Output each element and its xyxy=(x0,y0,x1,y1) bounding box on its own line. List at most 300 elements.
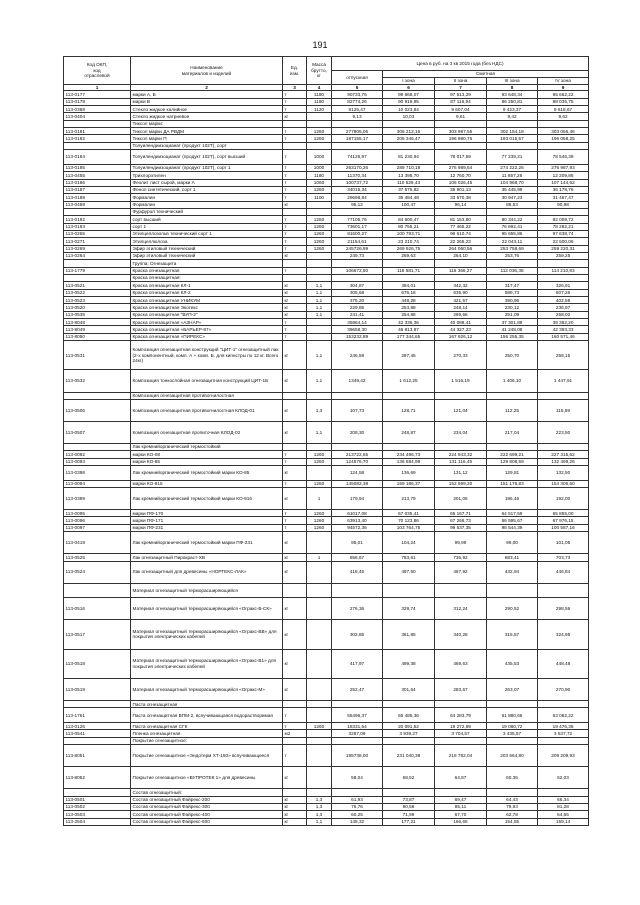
row-mass: 1,1 xyxy=(307,341,332,370)
row-zone-1-price: 136,69 xyxy=(383,466,435,481)
row-zone-2-price: 67,70 xyxy=(435,811,487,818)
row-zone-1-price: 10,03 xyxy=(383,113,435,120)
row-release-price: 1349,42 xyxy=(332,370,383,392)
row-mass xyxy=(307,679,332,701)
row-name: Покрытие огнезащитное: xyxy=(131,737,283,744)
row-unit: т xyxy=(283,723,307,730)
table-row xyxy=(64,216,589,223)
row-release-price xyxy=(332,583,383,598)
row-mass: 1180 xyxy=(307,98,332,105)
row-release-price: 417,97 xyxy=(332,649,383,678)
table-row xyxy=(64,223,589,230)
row-zone-4-price xyxy=(538,789,589,796)
row-zone-2-price xyxy=(435,583,487,598)
row-name: сорт высший xyxy=(131,216,283,223)
row-unit: т xyxy=(283,223,307,230)
row-release-price: 73601,17 xyxy=(332,223,383,230)
row-unit: т xyxy=(283,230,307,237)
row-zone-3-price: 93 648,34 xyxy=(487,91,538,98)
row-zone-4-price xyxy=(538,275,589,282)
row-release-price: 77105,76 xyxy=(332,216,383,223)
row-code: 113-0518 xyxy=(64,649,131,678)
row-zone-4-price: 114 210,83 xyxy=(538,267,589,274)
row-zone-2-price: 264,10 xyxy=(435,252,487,259)
row-zone-1-price: 90 919,95 xyxy=(383,98,435,105)
row-zone-4-price: 64,65 xyxy=(538,811,589,818)
row-zone-3-price xyxy=(487,120,538,127)
row-zone-4-price: 132 499,26 xyxy=(538,458,589,465)
column-number: 2 xyxy=(131,85,283,91)
row-zone-2-price: 44 327,23 xyxy=(435,326,487,333)
row-code: 113-0523 xyxy=(64,297,131,304)
row-release-price: 213722,65 xyxy=(332,451,383,458)
row-mass: 1060 xyxy=(307,179,332,186)
table-row xyxy=(64,333,589,340)
row-zone-1-price: 3 939,27 xyxy=(383,730,435,737)
row-mass: 1180 xyxy=(307,91,332,98)
table-row xyxy=(64,120,589,127)
row-zone-4-price: 82 009,72 xyxy=(538,216,589,223)
row-code: 113-0097 xyxy=(64,524,131,531)
row-name: марки ПФ-171 xyxy=(131,517,283,524)
row-release-price: 95,12 xyxy=(332,201,383,208)
row-unit: кг xyxy=(283,679,307,701)
row-unit: т xyxy=(283,186,307,193)
row-release-price: 61017,08 xyxy=(332,510,383,517)
row-release-price: 195738,00 xyxy=(332,745,383,767)
row-unit: кг xyxy=(283,282,307,289)
row-zone-3-price: 129 808,59 xyxy=(487,458,538,465)
table-row xyxy=(64,289,589,296)
row-unit xyxy=(283,737,307,744)
row-zone-1-price: 37 575,82 xyxy=(383,186,435,193)
row-name: Материал огнезащитный терморасширяющийся «Огракс-В1» для покрытия электрических кабелей xyxy=(131,649,283,678)
row-release-price: 58,04 xyxy=(332,767,383,789)
row-zone-3-price: 589,73 xyxy=(487,289,538,296)
column-number: 6 xyxy=(383,85,435,91)
row-code: 113-0516 xyxy=(64,598,131,620)
row-mass: 1,3 xyxy=(307,803,332,810)
row-zone-1-price: 448,28 xyxy=(383,297,435,304)
header-mass: Масса брутто, кг xyxy=(307,57,332,85)
row-code: 113-0181 xyxy=(64,128,131,135)
row-code: 113-0096 xyxy=(64,517,131,524)
row-zone-2-price: 116 366,27 xyxy=(435,267,487,274)
row-release-price: 263170,26 xyxy=(332,164,383,171)
row-name: Материал огнезащитный терморасширяющийся «Огракс-ВВ» для покрытия электрических кабелей xyxy=(131,620,283,649)
row-zone-4-price: 132,50 xyxy=(538,466,589,481)
row-code: 113-0193 xyxy=(64,223,131,230)
table-row xyxy=(64,186,589,193)
table-row xyxy=(64,451,589,458)
row-unit: м2 xyxy=(283,730,307,737)
table-row xyxy=(64,201,589,208)
row-zone-1-price: 231 040,38 xyxy=(383,745,435,767)
row-zone-4-price: 66,34 xyxy=(538,796,589,803)
row-zone-2-price: 218 782,04 xyxy=(435,745,487,767)
row-zone-2-price: 276 989,64 xyxy=(435,164,487,171)
row-name: Покрытие огнезащитное «ВУПРОТЕК 1» для древесины xyxy=(131,767,283,789)
row-zone-2-price xyxy=(435,142,487,149)
row-release-price: 21154,61 xyxy=(332,238,383,245)
row-zone-1-price: 361,85 xyxy=(383,620,435,649)
row-release-price: 94572,36 xyxy=(332,524,383,531)
column-number: 8 xyxy=(487,85,538,91)
row-mass: 1,1 xyxy=(307,818,332,825)
row-zone-4-price: 196 058,25 xyxy=(538,135,589,142)
row-name: марки А, Б xyxy=(131,91,283,98)
row-unit: кг xyxy=(283,370,307,392)
row-name: Композиция тонкослойная огнезащитная конструкций ЦИТ-1Б xyxy=(131,370,283,392)
row-name: Группа: Огнезащита xyxy=(131,260,283,267)
row-zone-4-price: 223,50 xyxy=(538,421,589,443)
table-row xyxy=(64,113,589,120)
table-row xyxy=(64,510,589,517)
row-mass: 1260 xyxy=(307,458,332,465)
row-name: Лак огнезащитный для древесины «НОРТЕКС-ЛАК» xyxy=(131,561,283,583)
row-zone-3-price xyxy=(487,260,538,267)
row-code: 113-0521 xyxy=(64,282,131,289)
row-name: Эфир этиловый технический xyxy=(131,245,283,252)
table-row xyxy=(64,311,589,318)
row-release-price: 153232,89 xyxy=(332,333,383,340)
table-row xyxy=(64,598,589,620)
row-unit: т xyxy=(283,510,307,517)
row-zone-3-price: 203 564,80 xyxy=(487,745,538,767)
table-row xyxy=(64,554,589,561)
row-code: 113-0189 xyxy=(64,194,131,201)
row-zone-2-price xyxy=(435,275,487,282)
row-mass: 1000 xyxy=(307,164,332,171)
table-row xyxy=(64,319,589,326)
row-zone-4-price: 227 315,62 xyxy=(538,451,589,458)
row-name: Композиция огнезащитная противогнилостная xyxy=(131,392,283,399)
row-name: марки КО-85 xyxy=(131,458,283,465)
row-release-price: 35864,14 xyxy=(332,319,383,326)
table-row xyxy=(64,238,589,245)
row-unit: т xyxy=(283,517,307,524)
row-zone-3-price: 79,93 xyxy=(487,803,538,810)
row-zone-2-price: 340,28 xyxy=(435,620,487,649)
row-name: Тиксол марки П xyxy=(131,135,283,142)
row-zone-4-price: 62,03 xyxy=(538,767,589,789)
row-code: 113-0531 xyxy=(64,341,131,370)
row-zone-1-price xyxy=(383,275,435,282)
row-zone-1-price: 269 926,75 xyxy=(383,245,435,252)
row-zone-2-price: 264 060,56 xyxy=(435,245,487,252)
row-zone-3-price: 64,43 xyxy=(487,796,538,803)
row-mass xyxy=(307,443,332,450)
table-row xyxy=(64,480,589,487)
row-unit: т xyxy=(283,91,307,98)
row-zone-1-price: 103 764,75 xyxy=(383,524,435,531)
row-unit: т xyxy=(283,326,307,333)
row-zone-1-price: 10 023,84 xyxy=(383,106,435,113)
row-zone-1-price xyxy=(383,142,435,149)
table-row xyxy=(64,297,589,304)
row-zone-3-price: 37 301,89 xyxy=(487,319,538,326)
row-zone-1-price: 20 091,52 xyxy=(383,723,435,730)
row-release-price: 208,30 xyxy=(332,421,383,443)
row-zone-4-price: 81,28 xyxy=(538,803,589,810)
row-zone-1-price xyxy=(383,120,435,127)
row-unit: кг xyxy=(283,297,307,304)
row-code: 113-0525 xyxy=(64,554,131,561)
row-name: Пленка огнезащитная xyxy=(131,730,283,737)
row-zone-3-price: 86 250,81 xyxy=(487,98,538,105)
row-unit: кг xyxy=(283,796,307,803)
row-zone-1-price: 248,87 xyxy=(383,421,435,443)
row-zone-4-price xyxy=(538,443,589,450)
row-name: марки КО-08 xyxy=(131,451,283,458)
row-zone-3-price xyxy=(487,142,538,149)
row-release-price: 9,13 xyxy=(332,113,383,120)
row-unit xyxy=(283,701,307,708)
table-row xyxy=(64,649,589,678)
row-zone-2-price: 19 272,99 xyxy=(435,723,487,730)
row-zone-4-price: 67 976,15 xyxy=(538,517,589,524)
row-name: Композиция огнезащитная конструкций "ЦИТ-1" огнезащитный лак (2-х компонентный, комп. А + комп. Б. для кипнстры по 12 кг. Всего 24кг) xyxy=(131,341,283,370)
row-zone-3-price: 76 692,41 xyxy=(487,223,538,230)
row-code: 113-0184 xyxy=(64,150,131,165)
row-zone-2-price: 283,67 xyxy=(435,679,487,701)
row-code: 113-0186 xyxy=(64,179,131,186)
row-code xyxy=(64,120,131,127)
row-zone-2-price: 78 017,59 xyxy=(435,150,487,165)
row-release-price: 18331,64 xyxy=(332,723,383,730)
row-code: 113-0455 xyxy=(64,172,131,179)
table-body xyxy=(64,91,589,826)
header-zone-3: III зона xyxy=(487,78,538,85)
row-mass xyxy=(307,252,332,259)
row-name: Формалин xyxy=(131,201,283,208)
row-code xyxy=(64,142,131,149)
row-mass xyxy=(307,113,332,120)
row-name: Материал огнезащитный терморасширяющийся xyxy=(131,583,283,598)
table-row xyxy=(64,583,589,598)
row-code: 113-0541 xyxy=(64,730,131,737)
row-zone-4-price: 63 082,22 xyxy=(538,708,589,723)
row-release-price: 124,58 xyxy=(332,466,383,481)
row-code: 113-0524 xyxy=(64,561,131,583)
row-zone-1-price: 65 485,36 xyxy=(383,708,435,723)
table-row xyxy=(64,399,589,421)
row-code xyxy=(64,583,131,598)
row-zone-4-price: 97 638,74 xyxy=(538,230,589,237)
row-mass xyxy=(307,583,332,598)
table-row xyxy=(64,194,589,201)
row-mass: 1,1 xyxy=(307,311,332,318)
table-row xyxy=(64,708,589,723)
row-zone-3-price: 186,46 xyxy=(487,488,538,510)
row-mass: 1260 xyxy=(307,238,332,245)
table-row xyxy=(64,796,589,803)
table-row xyxy=(64,679,589,701)
row-unit: т xyxy=(283,524,307,531)
table-row xyxy=(64,789,589,796)
row-zone-2-price: 3 704,57 xyxy=(435,730,487,737)
row-unit: т xyxy=(283,194,307,201)
table-row xyxy=(64,326,589,333)
table-row xyxy=(64,179,589,186)
row-zone-3-price: 151 176,83 xyxy=(487,480,538,487)
row-unit: кг xyxy=(283,399,307,421)
row-release-price: 305,68 xyxy=(332,289,383,296)
row-mass xyxy=(307,319,332,326)
row-zone-3-price: 683,41 xyxy=(487,554,538,561)
row-release-price: 95,01 xyxy=(332,532,383,554)
row-zone-1-price: 23 210,74 xyxy=(383,238,435,245)
table-row xyxy=(64,811,589,818)
row-zone-3-price: 3 435,57 xyxy=(487,730,538,737)
row-zone-4-price: 160 571,46 xyxy=(538,333,589,340)
row-unit xyxy=(283,142,307,149)
row-mass: 1180 xyxy=(307,172,332,179)
row-name: Краска огнезащитная «БАРЬЕР-87» xyxy=(131,326,283,333)
column-number: 1 xyxy=(64,85,131,91)
row-code: 113-1779 xyxy=(64,267,131,274)
row-release-price: 179,94 xyxy=(332,488,383,510)
row-release-price xyxy=(332,443,383,450)
row-mass: 1260 xyxy=(307,186,332,193)
row-name: Толуилендиизоцианат (продукт 102Т), сорт xyxy=(131,142,283,149)
row-zone-2-price: 196 980,76 xyxy=(435,135,487,142)
row-zone-4-price xyxy=(538,701,589,708)
header-price-title: Цена в руб. на 3 кв 2015 года (без НДС) xyxy=(332,57,589,71)
row-zone-2-price: 421,57 xyxy=(435,297,487,304)
row-unit: т xyxy=(283,745,307,767)
row-zone-1-price: 159 186,37 xyxy=(383,480,435,487)
row-zone-3-price: 62,78 xyxy=(487,811,538,818)
row-release-price xyxy=(332,142,383,149)
row-code: 113-0092 xyxy=(64,451,131,458)
row-zone-3-price: 253,76 xyxy=(487,252,538,259)
row-unit: кг xyxy=(283,649,307,678)
row-zone-2-price xyxy=(435,701,487,708)
table-row xyxy=(64,818,589,825)
row-zone-4-price xyxy=(538,583,589,598)
row-zone-4-price: 259,25 xyxy=(538,252,589,259)
price-table xyxy=(63,56,589,826)
row-zone-3-price: 104 968,70 xyxy=(487,179,538,186)
row-unit: т xyxy=(283,458,307,465)
row-zone-3-price: 99,00 xyxy=(487,532,538,554)
row-zone-4-price: 36 178,76 xyxy=(538,186,589,193)
row-zone-3-price: 290,52 xyxy=(487,598,538,620)
row-zone-1-price: 269,63 xyxy=(383,252,435,259)
row-zone-3-price: 64 517,59 xyxy=(487,510,538,517)
row-zone-3-price: 1 406,10 xyxy=(487,370,538,392)
row-code: 113-0368 xyxy=(64,106,131,113)
row-zone-1-price: 306 212,16 xyxy=(383,128,435,135)
row-zone-1-price: 67 035,41 xyxy=(383,510,435,517)
row-mass: 1260 xyxy=(307,128,332,135)
row-zone-3-price xyxy=(487,789,538,796)
row-zone-1-price xyxy=(383,443,435,450)
row-release-price: 60,25 xyxy=(332,811,383,818)
row-mass: 1260 xyxy=(307,135,332,142)
row-zone-4-price: 90,98 xyxy=(538,201,589,208)
row-code: 113-0399 xyxy=(64,488,131,510)
row-zone-1-price: 46 813,87 xyxy=(383,326,435,333)
row-zone-2-price: 69,47 xyxy=(435,796,487,803)
row-zone-1-price: 329,74 xyxy=(383,598,435,620)
row-mass xyxy=(307,142,332,149)
row-mass xyxy=(307,267,332,274)
table-row xyxy=(64,304,589,311)
row-code: 113-8051 xyxy=(64,745,131,767)
row-zone-2-price: 9 607,04 xyxy=(435,106,487,113)
row-mass: 1,1 xyxy=(307,370,332,392)
row-release-price xyxy=(332,260,383,267)
table-row xyxy=(64,128,589,135)
row-zone-4-price: 95 662,22 xyxy=(538,91,589,98)
row-zone-1-price xyxy=(383,208,435,215)
row-release-price: 246,59 xyxy=(332,341,383,370)
row-zone-3-price: 251,09 xyxy=(487,311,538,318)
row-unit xyxy=(283,443,307,450)
row-name: Состав огнезащитный Файрекс-300 xyxy=(131,803,283,810)
row-release-price: 74125,97 xyxy=(332,150,383,165)
row-zone-4-price: 192,00 xyxy=(538,488,589,510)
row-zone-2-price: 96 610,74 xyxy=(435,230,487,237)
row-zone-4-price: 276 987,93 xyxy=(538,164,589,171)
row-mass xyxy=(307,260,332,267)
row-zone-4-price: 402,58 xyxy=(538,297,589,304)
row-zone-3-price: 41 248,08 xyxy=(487,326,538,333)
row-zone-3-price: 432,94 xyxy=(487,561,538,583)
row-zone-4-price: 159,14 xyxy=(538,818,589,825)
row-zone-2-price: 40 088,41 xyxy=(435,319,487,326)
row-zone-3-price: 98 544,39 xyxy=(487,524,538,531)
row-name: Краска огнезащитная Экотекс xyxy=(131,304,283,311)
row-unit: кг xyxy=(283,252,307,259)
row-mass xyxy=(307,708,332,723)
row-mass xyxy=(307,649,332,678)
row-mass xyxy=(307,392,332,399)
row-unit: кг xyxy=(283,767,307,789)
row-code: 113-0520 xyxy=(64,304,131,311)
row-release-price xyxy=(332,789,383,796)
row-zone-1-price xyxy=(383,789,435,796)
table-row xyxy=(64,701,589,708)
row-unit: т xyxy=(283,172,307,179)
row-zone-4-price: 303 066,46 xyxy=(538,128,589,135)
row-unit: кг xyxy=(283,311,307,318)
table-row xyxy=(64,458,589,465)
row-name: марки ПФ-231 xyxy=(131,524,283,531)
header-zone-2: II зона xyxy=(435,78,487,85)
row-zone-4-price: 9,62 xyxy=(538,113,589,120)
row-zone-1-price: 81 230,94 xyxy=(383,150,435,165)
row-code: 113-0192 xyxy=(64,216,131,223)
row-release-price: 418,45 xyxy=(332,561,383,583)
row-code: 113-0178 xyxy=(64,98,131,105)
row-zone-4-price: 38 352,20 xyxy=(538,319,589,326)
row-code: 113-8050 xyxy=(64,333,131,340)
row-release-price: 100737,72 xyxy=(332,179,383,186)
row-release-price: 241,41 xyxy=(332,311,383,318)
row-zone-1-price: 676,18 xyxy=(383,289,435,296)
row-zone-1-price: 13 395,70 xyxy=(383,172,435,179)
row-mass xyxy=(307,701,332,708)
row-unit: кг xyxy=(283,341,307,370)
row-zone-4-price xyxy=(538,120,589,127)
row-zone-4-price: 209 209,93 xyxy=(538,745,589,767)
row-zone-1-price: 90,56 xyxy=(383,803,435,810)
row-unit xyxy=(283,583,307,598)
row-release-price: 34015,34 xyxy=(332,186,383,193)
